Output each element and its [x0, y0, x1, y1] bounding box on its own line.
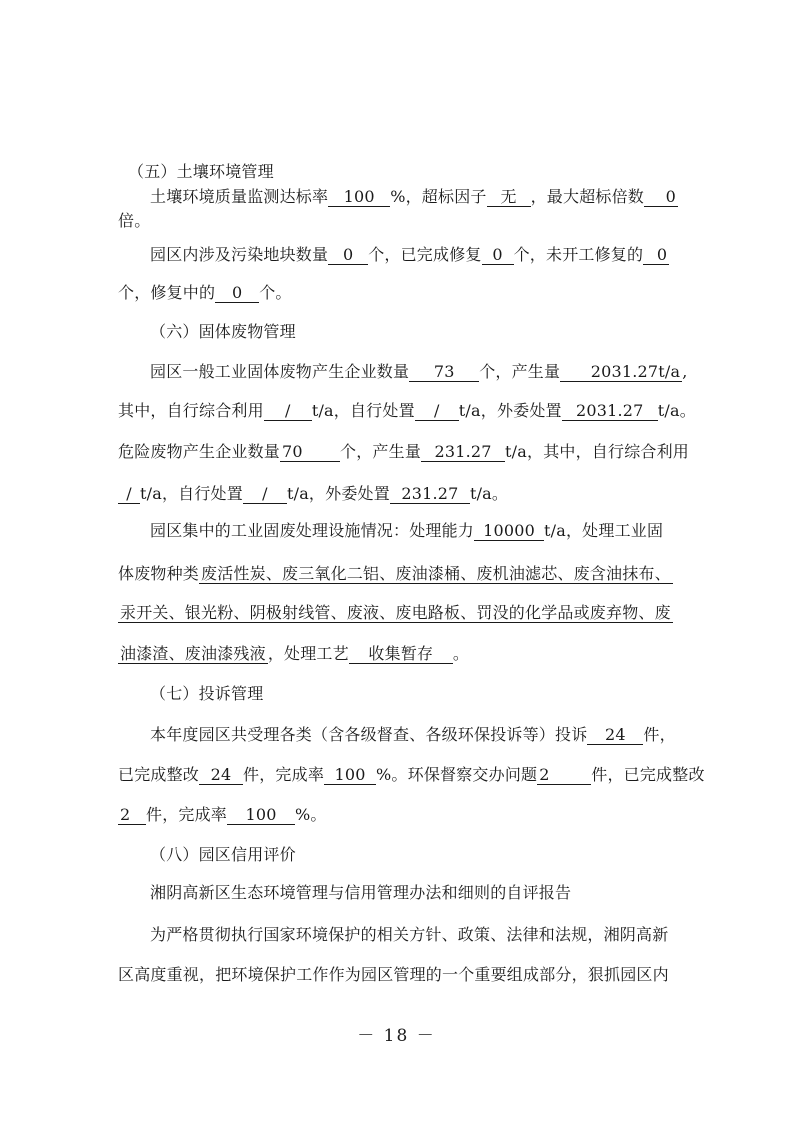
filled-value-inspection-issues: 2	[537, 766, 591, 785]
filled-value-self-dispose: /	[415, 402, 459, 421]
label-text: %。环保督察交办问题	[376, 765, 538, 784]
label-text: t/a，其中，自行综合利用	[505, 442, 689, 461]
soil-line-1	[150, 187, 678, 207]
label-text: 个，已完成修复	[368, 245, 482, 264]
waste-line-1	[150, 362, 688, 382]
filled-value-hazardous-outsourced: 231.27	[390, 485, 470, 504]
soil-line-2	[118, 211, 150, 231]
label-text: 湘阴高新区生态环境管理与信用管理办法和细则的自评报告	[150, 883, 572, 902]
label-text: 其中，自行综合利用	[118, 401, 264, 420]
heading-text: （七）投诉管理	[150, 684, 264, 703]
label-text: 危险废物产生企业数量	[118, 442, 281, 461]
label-text: t/a，外委处置	[458, 401, 562, 420]
label-text: 个。	[259, 283, 292, 302]
heading-text: （六）固体废物管理	[150, 322, 296, 341]
complaint-line-2	[118, 765, 705, 785]
label-text: ，处理工艺	[267, 644, 349, 663]
filled-value-exceed-factor: 无	[487, 188, 531, 207]
label-text: 土壤环境质量监测达标率	[150, 187, 329, 206]
filled-value-hazardous-count: 70	[280, 443, 340, 462]
credit-report-title	[150, 883, 571, 903]
label-text: 个，修复中的	[118, 283, 216, 302]
credit-paragraph-line-2	[118, 965, 669, 985]
label-text: %。	[295, 805, 327, 824]
label-text: 件，已完成整改	[591, 765, 705, 784]
filled-value-in-repair: 0	[215, 284, 259, 303]
filled-value-capacity: 10000	[474, 522, 544, 541]
filled-value-repaired: 0	[482, 246, 514, 265]
label-text: 已完成整改	[118, 765, 200, 784]
label-text: 为严格贯彻执行国家环境保护的相关方针、政策、法律和法规，湘阴高新	[150, 925, 669, 944]
filled-value-waste-types-cont: 汞开关、银光粉、阴极射线管、废液、废电路板、罚没的化学品或废弃物、废	[120, 603, 671, 622]
filled-value-hazardous-output: 231.27	[421, 443, 505, 462]
label-text: %，超标因子	[390, 187, 487, 206]
filled-value-outsourced: 2031.27	[562, 402, 658, 421]
heading-text: （八）园区信用评价	[150, 845, 296, 864]
filled-value-compliance-rate: 100	[328, 188, 390, 207]
filled-value-not-started: 0	[643, 246, 669, 265]
filled-value-polluted-plots: 0	[328, 246, 368, 265]
waste-line-5	[150, 521, 663, 541]
complaint-line-3	[118, 805, 327, 825]
label-text: 件，完成率	[146, 805, 228, 824]
label-text: 区高度重视，把环境保护工作作为园区管理的一个重要组成部分，狠抓园区内	[118, 965, 669, 984]
credit-paragraph-line-1	[150, 925, 668, 945]
label-text: t/a，自行处置	[140, 484, 243, 503]
filled-value-output: 2031.27t/a	[560, 363, 682, 382]
label-text: t/a，外委处置	[286, 484, 390, 503]
filled-value-inspection-rectified: 2	[118, 806, 146, 825]
label-text: 件，	[643, 725, 676, 744]
label-text: 本年度园区共受理各类（含各级督查、各级环保投诉等）投诉	[150, 725, 588, 744]
label-text: ，最大超标倍数	[530, 187, 645, 206]
complaint-line-1	[150, 725, 676, 745]
page-number: － 18 －	[357, 1026, 436, 1046]
soil-line-3	[150, 245, 669, 265]
label-text: t/a，自行处置	[311, 401, 415, 420]
label-text: t/a。	[469, 484, 509, 503]
waste-line-6	[118, 564, 673, 584]
filled-value-max-exceed: 0	[644, 188, 678, 207]
label-text: 件，完成率	[243, 765, 325, 784]
waste-line-2	[118, 401, 696, 421]
heading-text: （五）土壤环境管理	[128, 162, 274, 181]
section-heading-credit	[150, 845, 296, 865]
label-text: 体废物种类	[118, 564, 200, 583]
filled-value-completion-rate: 100	[324, 766, 376, 785]
soil-line-4	[118, 283, 292, 303]
label-text: 个，产生量	[340, 442, 422, 461]
filled-value-hazardous-self-utilize: /	[118, 485, 140, 504]
label-text: 。	[452, 644, 470, 663]
filled-value-inspection-rate: 100	[227, 806, 295, 825]
section-heading-solid-waste	[150, 322, 296, 342]
label-text: 园区集中的工业固废处理设施情况：处理能力	[150, 521, 475, 540]
section-heading-complaints	[150, 684, 263, 704]
filled-value-enterprise-count: 73	[409, 363, 479, 382]
label-text: t/a。	[657, 401, 696, 420]
filled-value-self-utilize: /	[264, 402, 312, 421]
filled-value-process: 收集暂存	[349, 645, 453, 664]
waste-line-8	[118, 644, 469, 664]
waste-line-4	[118, 484, 508, 504]
filled-value-rectified: 24	[199, 766, 243, 785]
label-text: 园区一般工业固体废物产生企业数量	[150, 362, 410, 381]
waste-line-7	[118, 603, 673, 623]
label-text: ,	[682, 362, 688, 381]
label-text: 倍。	[118, 211, 151, 230]
section-heading-soil	[128, 162, 274, 182]
filled-value-complaints: 24	[587, 726, 643, 745]
filled-value-waste-types: 废活性炭、废三氧化二铝、废油漆桶、废机油滤芯、废含油抹布、	[201, 564, 671, 583]
label-text: 个，未开工修复的	[513, 245, 644, 264]
filled-value-hazardous-self-dispose: /	[243, 485, 287, 504]
label-text: 园区内涉及污染地块数量	[150, 245, 329, 264]
label-text: t/a，处理工业固	[544, 521, 664, 540]
filled-value-waste-types-end: 油漆渣、废油漆残液	[120, 644, 266, 663]
waste-line-3	[118, 442, 689, 462]
label-text: 个，产生量	[479, 362, 561, 381]
